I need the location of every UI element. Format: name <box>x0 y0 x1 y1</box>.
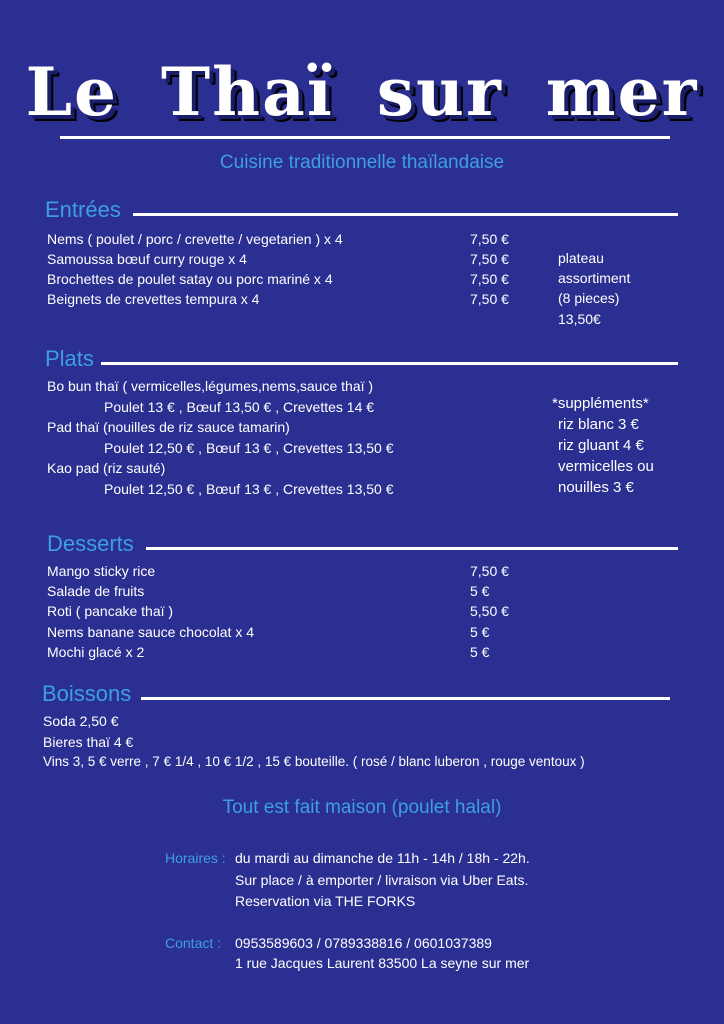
section-divider-entrees <box>133 213 678 216</box>
platter-line: plateau <box>558 250 604 266</box>
contact-label: Contact : <box>165 935 222 951</box>
menu-item-price: 5 € <box>470 644 490 660</box>
menu-item-price: 7,50 € <box>470 231 509 247</box>
section-divider-desserts <box>146 547 678 550</box>
horaires-line: du mardi au dimanche de 11h - 14h / 18h - 22h. <box>235 850 530 866</box>
menu-item-price: 5,50 € <box>470 603 509 619</box>
dish-prices: Poulet 13 € , Bœuf 13,50 € , Crevettes 14 € <box>104 399 375 415</box>
menu-item-name: Brochettes de poulet satay ou porc mariné x 4 <box>47 271 333 287</box>
supplements-heading: *suppléments* <box>552 395 649 412</box>
menu-item-name: Salade de fruits <box>47 583 145 599</box>
fait-maison-note: Tout est fait maison (poulet halal) <box>222 797 502 818</box>
supplement-line: vermicelles ou <box>558 458 654 475</box>
menu-item-name: Samoussa bœuf curry rouge x 4 <box>47 251 247 267</box>
dish-name: Kao pad (riz sauté) <box>47 460 166 476</box>
supplement-line: nouilles 3 € <box>558 479 634 496</box>
supplement-line: riz gluant 4 € <box>558 437 644 454</box>
drink-line: Soda 2,50 € <box>43 713 119 729</box>
supplement-line: riz blanc 3 € <box>558 416 639 433</box>
dish-name: Pad thaï (nouilles de riz sauce tamarin) <box>47 419 290 435</box>
title-divider <box>60 136 670 139</box>
menu-item-name: Beignets de crevettes tempura x 4 <box>47 291 260 307</box>
dish-prices: Poulet 12,50 € , Bœuf 13 € , Crevettes 13,50 € <box>104 440 394 456</box>
horaires-line: Sur place / à emporter / livraison via Uber Eats. <box>235 872 529 888</box>
drink-line: Bieres thaï 4 € <box>43 734 134 750</box>
section-heading-plats: Plats <box>45 346 94 371</box>
restaurant-title: Le Thaï sur mer <box>25 53 699 131</box>
horaires-label: Horaires : <box>165 850 226 866</box>
menu-item-name: Nems ( poulet / porc / crevette / vegetarien ) x 4 <box>47 231 343 247</box>
dish-name: Bo bun thaï ( vermicelles,légumes,nems,sauce thaï ) <box>47 378 374 394</box>
platter-line: (8 pieces) <box>558 290 620 306</box>
horaires-line: Reservation via THE FORKS <box>235 893 416 909</box>
section-heading-entrees: Entrées <box>45 197 121 222</box>
drink-line: Vins 3, 5 € verre , 7 € 1/4 , 10 € 1/2 , 15 € bouteille. ( rosé / blanc luberon , rouge ventoux ) <box>43 754 585 769</box>
restaurant-subtitle: Cuisine traditionnelle thaïlandaise <box>219 152 505 173</box>
dish-prices: Poulet 12,50 € , Bœuf 13 € , Crevettes 13,50 € <box>104 481 394 497</box>
section-heading-boissons: Boissons <box>42 681 132 706</box>
menu-item-price: 5 € <box>470 583 490 599</box>
menu-item-price: 5 € <box>470 624 490 640</box>
platter-line: assortiment <box>558 270 631 286</box>
menu-item-name: Mango sticky rice <box>47 563 156 579</box>
contact-address: 1 rue Jacques Laurent 83500 La seyne sur mer <box>235 955 530 971</box>
menu-item-name: Mochi glacé x 2 <box>47 644 145 660</box>
platter-price: 13,50€ <box>558 311 601 327</box>
menu-item-price: 7,50 € <box>470 251 509 267</box>
section-divider-plats <box>101 362 678 365</box>
menu-item-name: Roti ( pancake thaï ) <box>47 603 174 619</box>
menu-item-price: 7,50 € <box>470 271 509 287</box>
contact-phones: 0953589603 / 0789338816 / 0601037389 <box>235 935 492 951</box>
menu-item-name: Nems banane sauce chocolat x 4 <box>47 624 255 640</box>
menu-item-price: 7,50 € <box>470 291 509 307</box>
section-heading-desserts: Desserts <box>47 531 134 556</box>
section-divider-boissons <box>141 697 670 700</box>
menu-item-price: 7,50 € <box>470 563 509 579</box>
